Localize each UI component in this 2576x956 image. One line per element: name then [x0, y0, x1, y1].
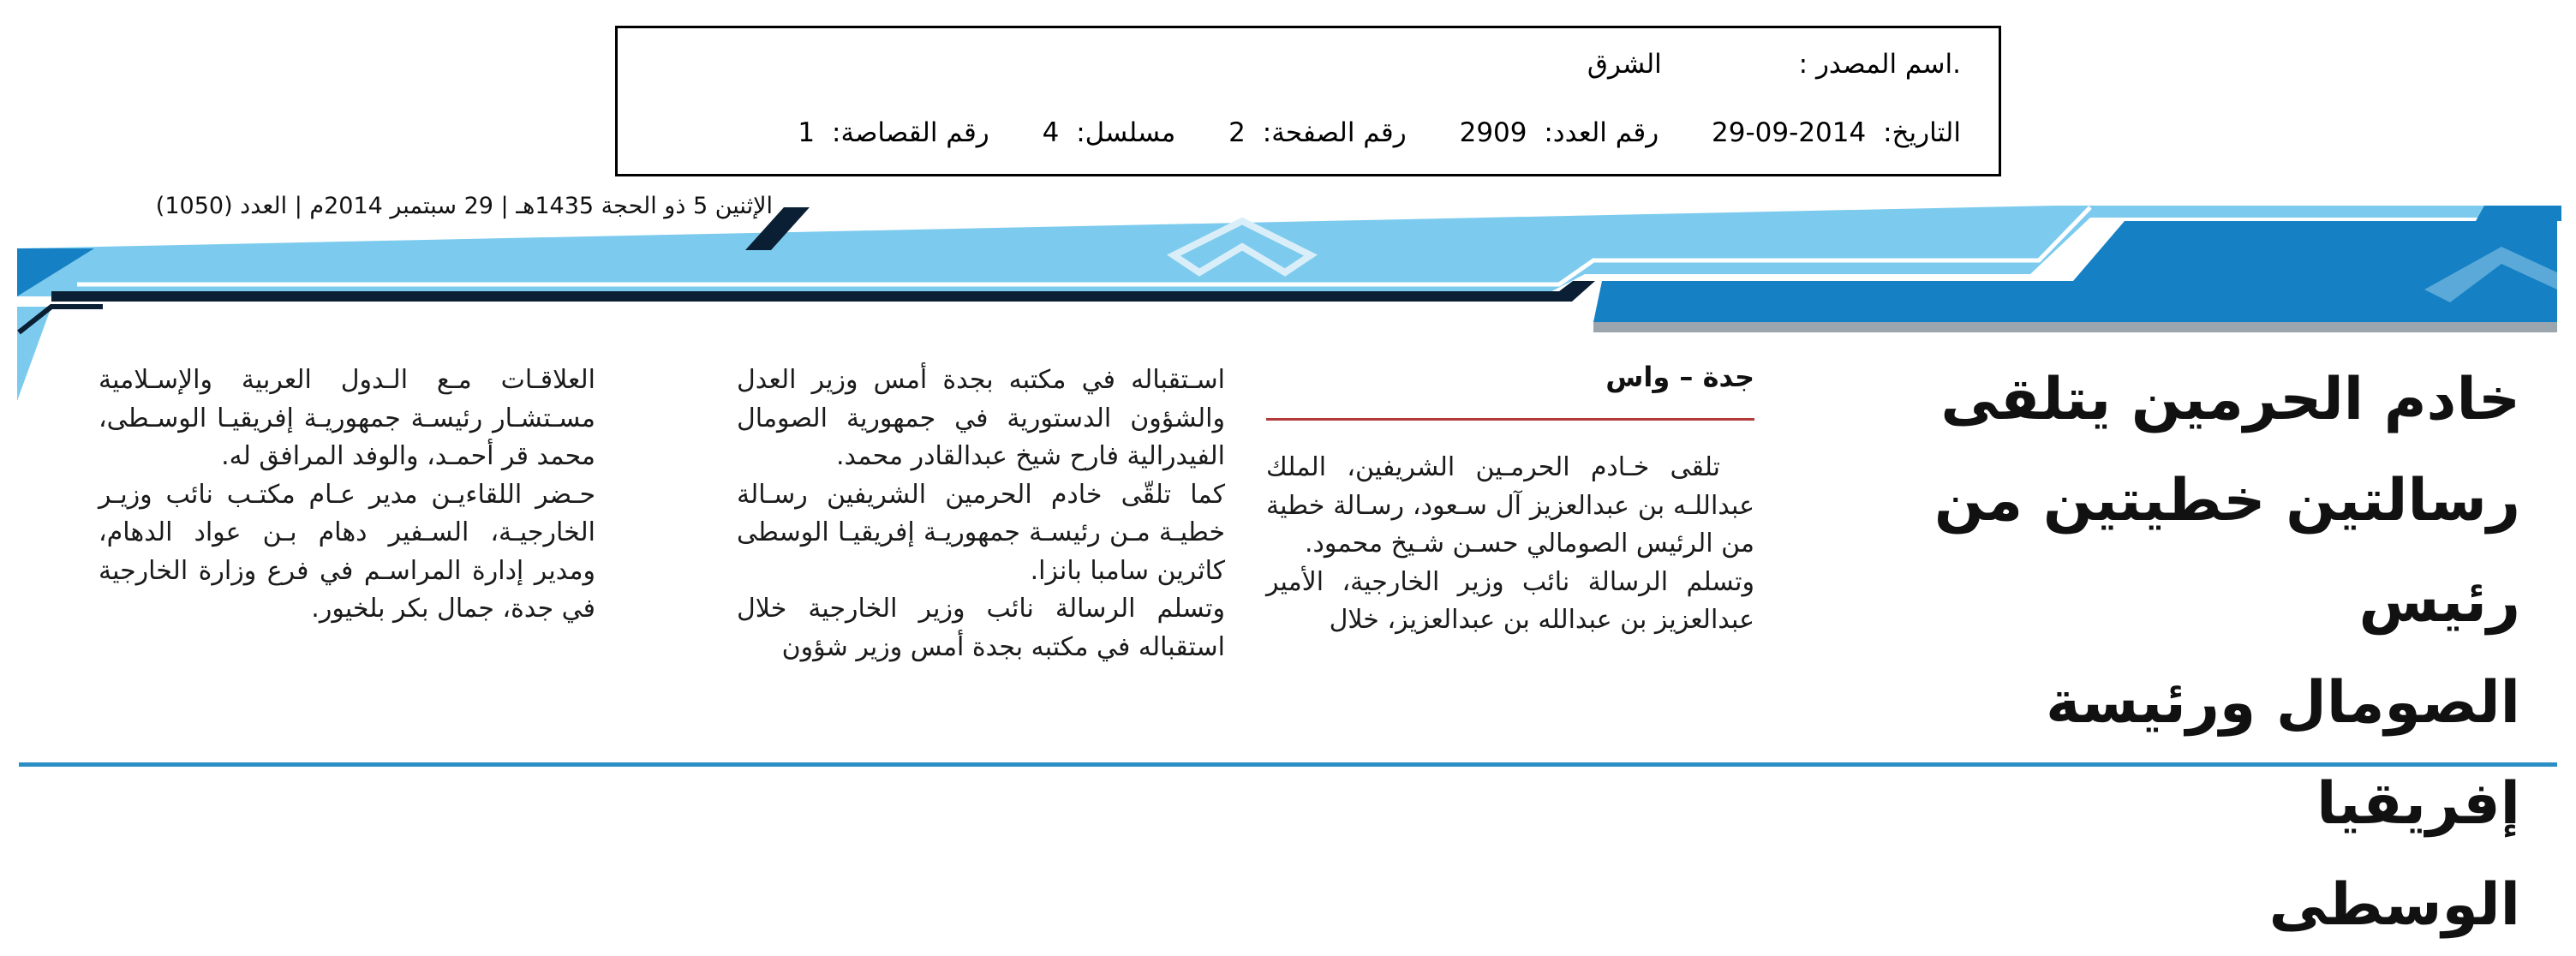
page-value: 2 [1228, 117, 1246, 148]
headline-line: خادم الحرمين يتلقى [1940, 366, 2520, 433]
article-headline [1835, 350, 2520, 956]
issue-field [1460, 116, 1659, 150]
bottom-divider [19, 762, 2557, 767]
issue-value: 2909 [1459, 117, 1527, 148]
headline-line: الوسطى [2268, 871, 2520, 939]
article-column-1 [1266, 449, 1754, 640]
paragraph: كما تلقّى خادم الحرمين الشريفين رسـالة خطيـة مـن رئيسـة جمهوريـة إفريقيـا الوسطى كاثرين سامبا بانزا. [737, 479, 1225, 586]
serial-field [1043, 116, 1176, 150]
headline-line: الصومال ورئيسة إفريقيا [2046, 669, 2520, 838]
clipping-label: رقم القصاصة: [832, 117, 989, 148]
paragraph: وتسلم الرسالة نائب وزير الخارجية خلال استقباله في مكتبه بجدة أمس وزير شؤون [737, 594, 1225, 662]
archive-info-box [615, 26, 2001, 176]
article-column-3 [99, 361, 595, 629]
masthead-issue-line: الإثنين 5 ذو الحجة 1435هـ | 29 سبتمبر 2014م | العدد (1050) [155, 193, 773, 219]
page-field [1228, 116, 1407, 150]
paragraph: العلاقـات مـع الـدول العربية والإسـلامية مسـتشـار رئيسـة جمهوريـة إفريقيـا الوسـطى، محمد قر أحمـد، والوفد المرافق له. [99, 365, 595, 471]
paragraph: حـضر اللقاءيـن مدير عـام مكتـب نائب وزيـر الخارجيـة، السـفير دهام بـن عواد الدهام، ومدير إدارة المراسـم في فرع وزارة الخارجية في جدة، جمال بكر بلخيور. [99, 479, 595, 624]
source-row [652, 47, 1961, 81]
clipping-field [798, 116, 989, 150]
article-byline: جدة – واس [1605, 361, 1754, 393]
article-column-2 [737, 361, 1225, 666]
paragraph: اسـتقباله في مكتبه بجدة أمس وزير العدل والشؤون الدستورية في جمهورية الصومال الفيدرالية فارح شيخ عبدالقادر محمد. [737, 365, 1225, 471]
clipping-value: 1 [798, 117, 816, 148]
date-field [1712, 116, 1961, 150]
page-label: رقم الصفحة: [1262, 117, 1407, 148]
banner-top-tab [2476, 206, 2561, 221]
banner-shadow [1593, 322, 2557, 332]
byline-divider [1266, 418, 1754, 421]
serial-value: 4 [1042, 117, 1060, 148]
headline-line: رسالتين خطيتين من رئيس [1933, 467, 2520, 636]
paragraph: وتسلم الرسالة نائب وزير الخارجية، الأمير عبدالعزيز بن عبدالله بن عبدالعزيز، خلال [1266, 566, 1754, 635]
source-value: الشرق [1587, 49, 1662, 80]
date-label: التاريخ: [1883, 117, 1961, 148]
issue-label: رقم العدد: [1544, 117, 1659, 148]
source-label: .اسم المصدر : [1798, 49, 1961, 80]
meta-row [652, 116, 1961, 150]
paragraph: تلقى خـادم الحرمـين الشريفين، الملك عبداللـه بن عبدالعزيز آل سـعود، رسـالة خطية من الرئيس الصومالي حسـن شـيخ محمود. [1266, 452, 1754, 559]
date-value: 2014-09-29 [1712, 117, 1867, 148]
serial-label: مسلسل: [1076, 117, 1176, 148]
